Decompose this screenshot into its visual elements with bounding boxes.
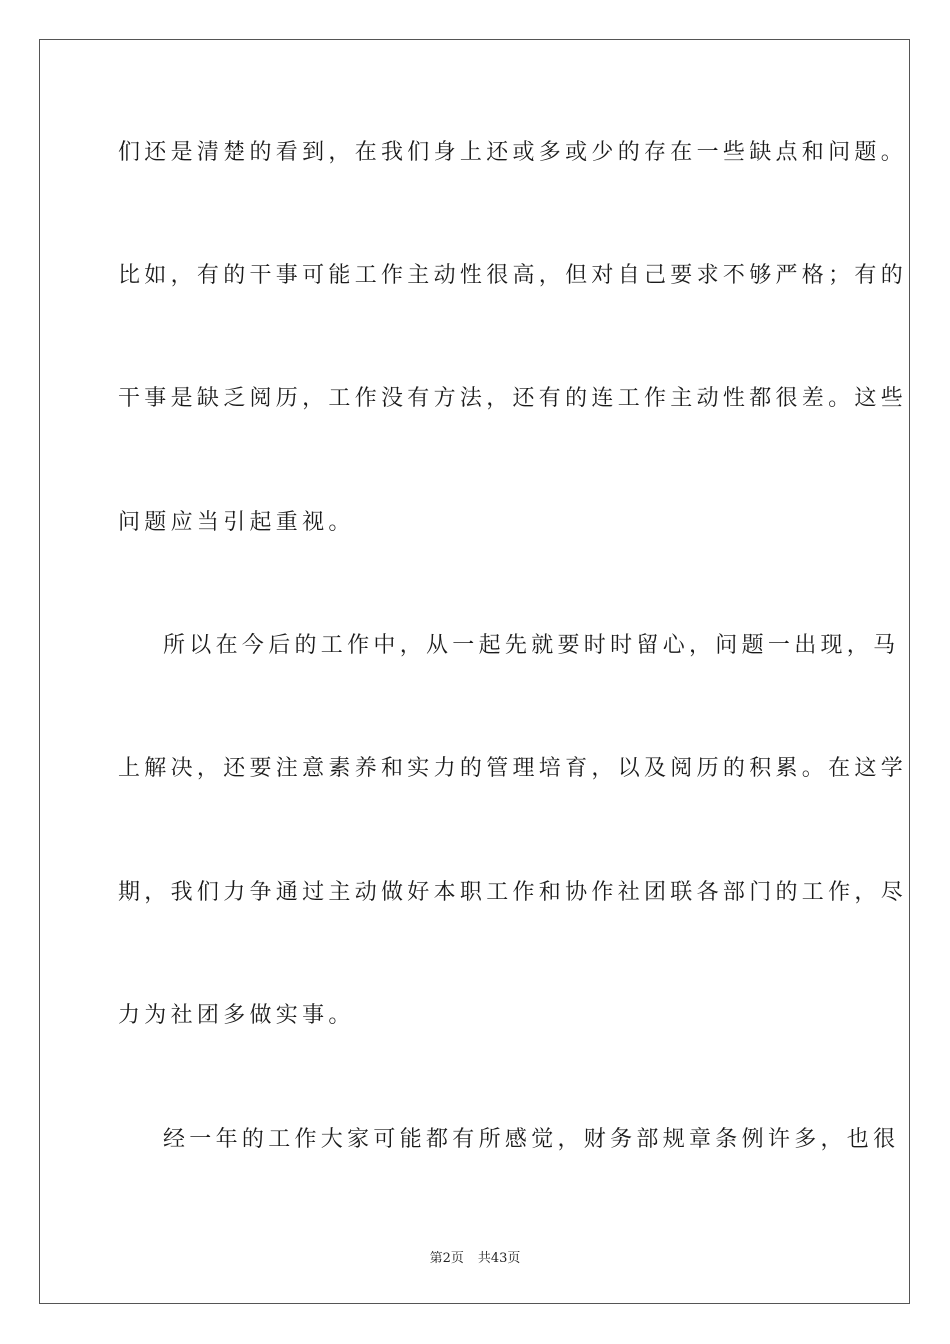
body-text-line: 上解决，还要注意素养和实力的管理培育，以及阅历的积累。在这学 bbox=[118, 756, 908, 781]
total-pages: 共43页 bbox=[477, 1251, 521, 1266]
page-number: 第2页 bbox=[429, 1251, 464, 1266]
paragraph-first-line: 所以在今后的工作中，从一起先就要时时留心，问题一出现，马 bbox=[163, 633, 900, 658]
page-footer bbox=[0, 1247, 950, 1266]
body-text-line: 比如，有的干事可能工作主动性很高，但对自己要求不够严格；有的 bbox=[118, 263, 908, 288]
body-text-line: 力为社团多做实事。 bbox=[118, 1003, 355, 1028]
body-text-line: 干事是缺乏阅历，工作没有方法，还有的连工作主动性都很差。这些 bbox=[118, 386, 908, 411]
paragraph-first-line: 经一年的工作大家可能都有所感觉，财务部规章条例许多，也很 bbox=[163, 1127, 900, 1152]
body-text-line: 们还是清楚的看到，在我们身上还或多或少的存在一些缺点和问题。 bbox=[118, 140, 908, 165]
page-border bbox=[39, 39, 910, 1304]
body-text-line: 期，我们力争通过主动做好本职工作和协作社团联各部门的工作，尽 bbox=[118, 880, 908, 905]
body-text-line: 问题应当引起重视。 bbox=[118, 510, 355, 535]
